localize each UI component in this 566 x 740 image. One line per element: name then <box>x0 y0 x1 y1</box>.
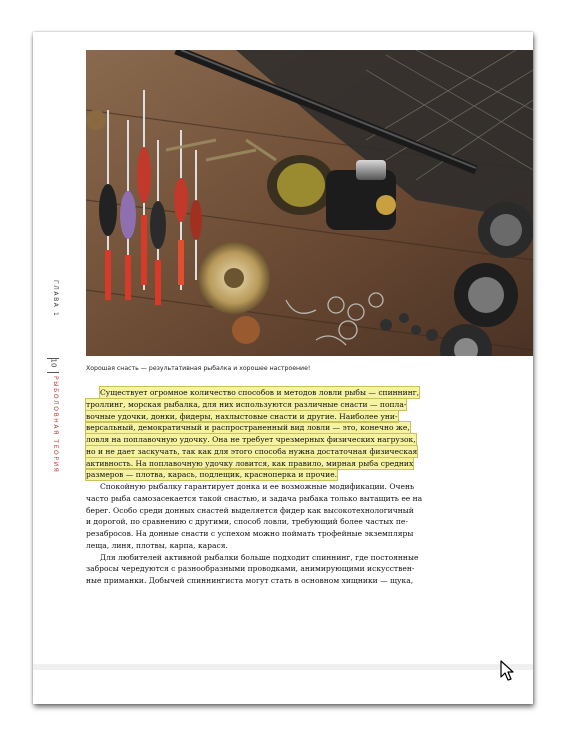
highlighted-line[interactable]: Существует огромное количество способов и методов ловли рыбы — спиннинг, <box>100 388 420 397</box>
text-line: резабросов. На донные снасти с успехом можно поймать трофейные экземпляры <box>86 529 414 538</box>
page-number: 10 <box>49 358 58 368</box>
text-line: ные приманки. Добычей спиннингиста могут стать в основном хищники — щука, <box>86 576 414 585</box>
highlighted-line[interactable]: вочные удочки, донки, фидеры, нахлыстовые снасти и другие. Наиболее уни- <box>86 411 398 421</box>
paragraph-highlighted <box>86 387 461 481</box>
text-line: и дорогой, по сравнению с другими, способ ловли, требующий более частых пе- <box>86 517 408 527</box>
text-line: Спокойную рыбалку гарантирует донка и ее возможные модификации. Очень <box>100 482 415 491</box>
chapter-sidebar <box>33 270 73 490</box>
highlighted-line[interactable]: троллинг, морская рыбалка, для них используются различные снасти — попла- <box>86 399 407 409</box>
section-label: РЫБОЛОВНАЯ ТЕОРИЯ <box>52 376 59 474</box>
mouse-cursor-icon <box>500 660 514 686</box>
paragraph-spinning <box>86 552 461 587</box>
text-line: Для любителей активной рыбалки больше подходит спиннинг, где постоянные <box>100 552 419 562</box>
chapter-label: ГЛАВА 1 <box>52 280 59 318</box>
text-line: берег. Особо среди донных снастей выделяется фидер как высокотехнологичный <box>86 505 414 515</box>
text-line: часто рыба самозасекается такой снастью, и задача рыбака только вытащить ее на <box>86 493 423 503</box>
photo-illustration <box>86 50 533 356</box>
highlighted-line[interactable]: активность. На поплавочную удочку ловится, как правило, мирная рыба средних <box>86 458 414 468</box>
highlighted-line[interactable]: но и не дает заскучать, так как для этого способа нужна достаточная физическая <box>86 446 418 456</box>
body-text <box>86 387 461 587</box>
highlighted-line[interactable]: размеров — плотва, карась, подлещик, красноперка и прочие. <box>86 470 338 480</box>
sidebar-rule-bottom <box>47 372 59 373</box>
text-line: леща, линя, плотвы, карпа, карася. <box>86 540 228 550</box>
page-bottom-band <box>33 664 533 670</box>
photo-caption: Хорошая снасть — результативная рыбалка и хорошее настроение! <box>86 365 311 372</box>
highlighted-line[interactable]: ловля на поплавочную удочку. Она не требует чрезмерных физических нагрузок, <box>86 435 416 444</box>
text-line: забросы чередуются с разнообразными проводками, анимирующими искусствен- <box>86 564 415 574</box>
highlighted-line[interactable]: версальный, демократичный и распространенный вид ловли — это, конечно же, <box>86 423 410 433</box>
fishing-tackle-photo <box>86 50 533 356</box>
paragraph-donka <box>86 481 461 552</box>
book-page <box>33 32 533 704</box>
